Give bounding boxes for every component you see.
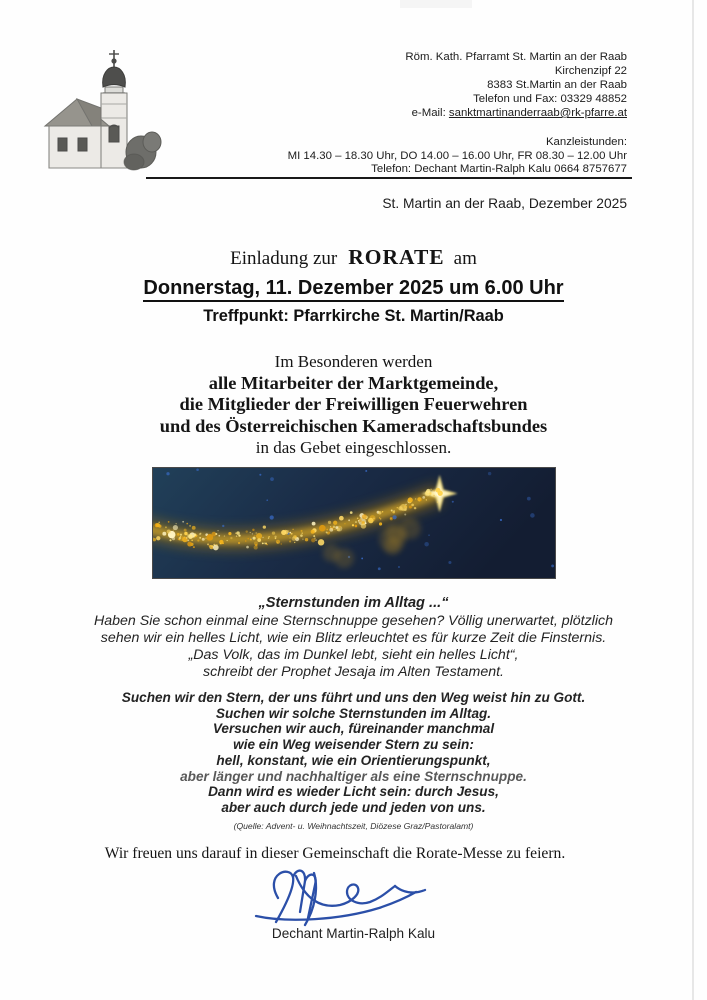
intentions-line: alle Mitarbeiter der Marktgemeinde, bbox=[208, 372, 499, 393]
office-phone: Telefon: Dechant Martin-Ralph Kalu 0664 8757677 bbox=[371, 163, 627, 176]
reflection-line: sehen wir ein helles Licht, wie ein Blitz erleuchtet es für kurze Zeit die Finsternis. bbox=[100, 630, 607, 646]
signature-scribble bbox=[248, 864, 436, 928]
meditation-line: wie ein Weg weisender Stern zu sein: bbox=[233, 737, 474, 753]
intentions-line: die Mitglieder der Freiwilligen Feuerwehren bbox=[179, 394, 528, 415]
church-logo bbox=[42, 46, 168, 178]
signature-ink-icon bbox=[248, 864, 436, 928]
event-datetime bbox=[0, 277, 707, 300]
city: 8383 St.Martin an der Raab bbox=[487, 79, 627, 91]
email-line bbox=[405, 106, 627, 120]
meditation-line: hell, konstant, wie ein Orientierungspunkt, bbox=[216, 752, 491, 768]
starry-night-image bbox=[152, 467, 556, 579]
email-link[interactable]: sanktmartinanderraab@rk-pfarre.at bbox=[448, 107, 627, 119]
reflection-paragraph bbox=[0, 613, 707, 681]
star-trail-graphic bbox=[153, 468, 555, 578]
meeting-point: Treffpunkt: Pfarrkirche St. Martin/Raab bbox=[203, 307, 504, 325]
street: Kirchenzipf 22 bbox=[554, 65, 627, 77]
meditation-line: aber auch durch jede und jeden von uns. bbox=[221, 799, 486, 815]
meditation-line: aber länger und nachhaltiger als eine Sternschnuppe. bbox=[180, 768, 527, 784]
parish-name: Röm. Kath. Pfarramt St. Martin an der Raab bbox=[405, 51, 627, 63]
meditation-line: Suchen wir solche Sternstunden im Alltag. bbox=[215, 705, 492, 721]
prayer-intentions bbox=[0, 351, 707, 459]
meditation-line: Suchen wir den Stern, der uns führt und uns den Weg weist hin zu Gott. bbox=[121, 690, 586, 705]
intentions-line: Im Besonderen werden bbox=[274, 352, 433, 371]
title-emphasis: RORATE bbox=[348, 245, 445, 269]
source-credit: (Quelle: Advent- u. Weihnachtszeit, Diözese Graz/Pastoralamt) bbox=[233, 821, 474, 831]
office-hours-title: Kanzleistunden: bbox=[545, 136, 627, 148]
meditation-line: Dann wird es wieder Licht sein: durch Jesus, bbox=[208, 784, 499, 800]
reflection-line: „Das Volk, das im Dunkel lebt, sieht ein helles Licht“, bbox=[188, 647, 519, 663]
place-date-line: St. Martin an der Raab, Dezember 2025 bbox=[382, 196, 627, 211]
meditation-block bbox=[0, 690, 707, 816]
office-hours: MI 14.30 – 18.30 Uhr, DO 14.00 – 16.00 Uhr, FR 08.30 – 12.00 Uhr bbox=[287, 149, 627, 162]
church-icon bbox=[42, 46, 168, 178]
sender-address-block bbox=[405, 50, 627, 120]
invitation-title bbox=[0, 245, 707, 270]
reflection-line: Haben Sie schon einmal eine Sternschnuppe gesehen? Völlig unerwartet, plötzlich bbox=[94, 613, 613, 629]
closing-sentence: Wir freuen uns darauf in dieser Gemeinschaft die Rorate-Messe zu feiern. bbox=[104, 845, 566, 862]
email-label: e-Mail: bbox=[411, 107, 449, 119]
reflection-title: „Sternstunden im Alltag ...“ bbox=[258, 595, 449, 611]
office-hours-block bbox=[288, 136, 627, 177]
intentions-line: und des Österreichischen Kameradschaftsbundes bbox=[159, 415, 548, 436]
event-datetime-text: Donnerstag, 11. Dezember 2025 um 6.00 Uhr bbox=[143, 277, 563, 302]
scan-artifact bbox=[400, 0, 472, 8]
header-divider bbox=[146, 177, 632, 179]
reflection-line: schreibt der Prophet Jesaja im Alten Testament. bbox=[203, 664, 504, 680]
title-prefix: Einladung zur bbox=[230, 248, 338, 269]
signer-name: Dechant Martin-Ralph Kalu bbox=[271, 926, 436, 941]
phone-fax: Telefon und Fax: 03329 48852 bbox=[473, 93, 627, 105]
intentions-line: in das Gebet eingeschlossen. bbox=[255, 438, 452, 458]
scan-edge-line bbox=[692, 0, 694, 1000]
meditation-line: Versuchen wir auch, füreinander manchmal bbox=[212, 721, 495, 737]
title-suffix: am bbox=[453, 248, 477, 269]
